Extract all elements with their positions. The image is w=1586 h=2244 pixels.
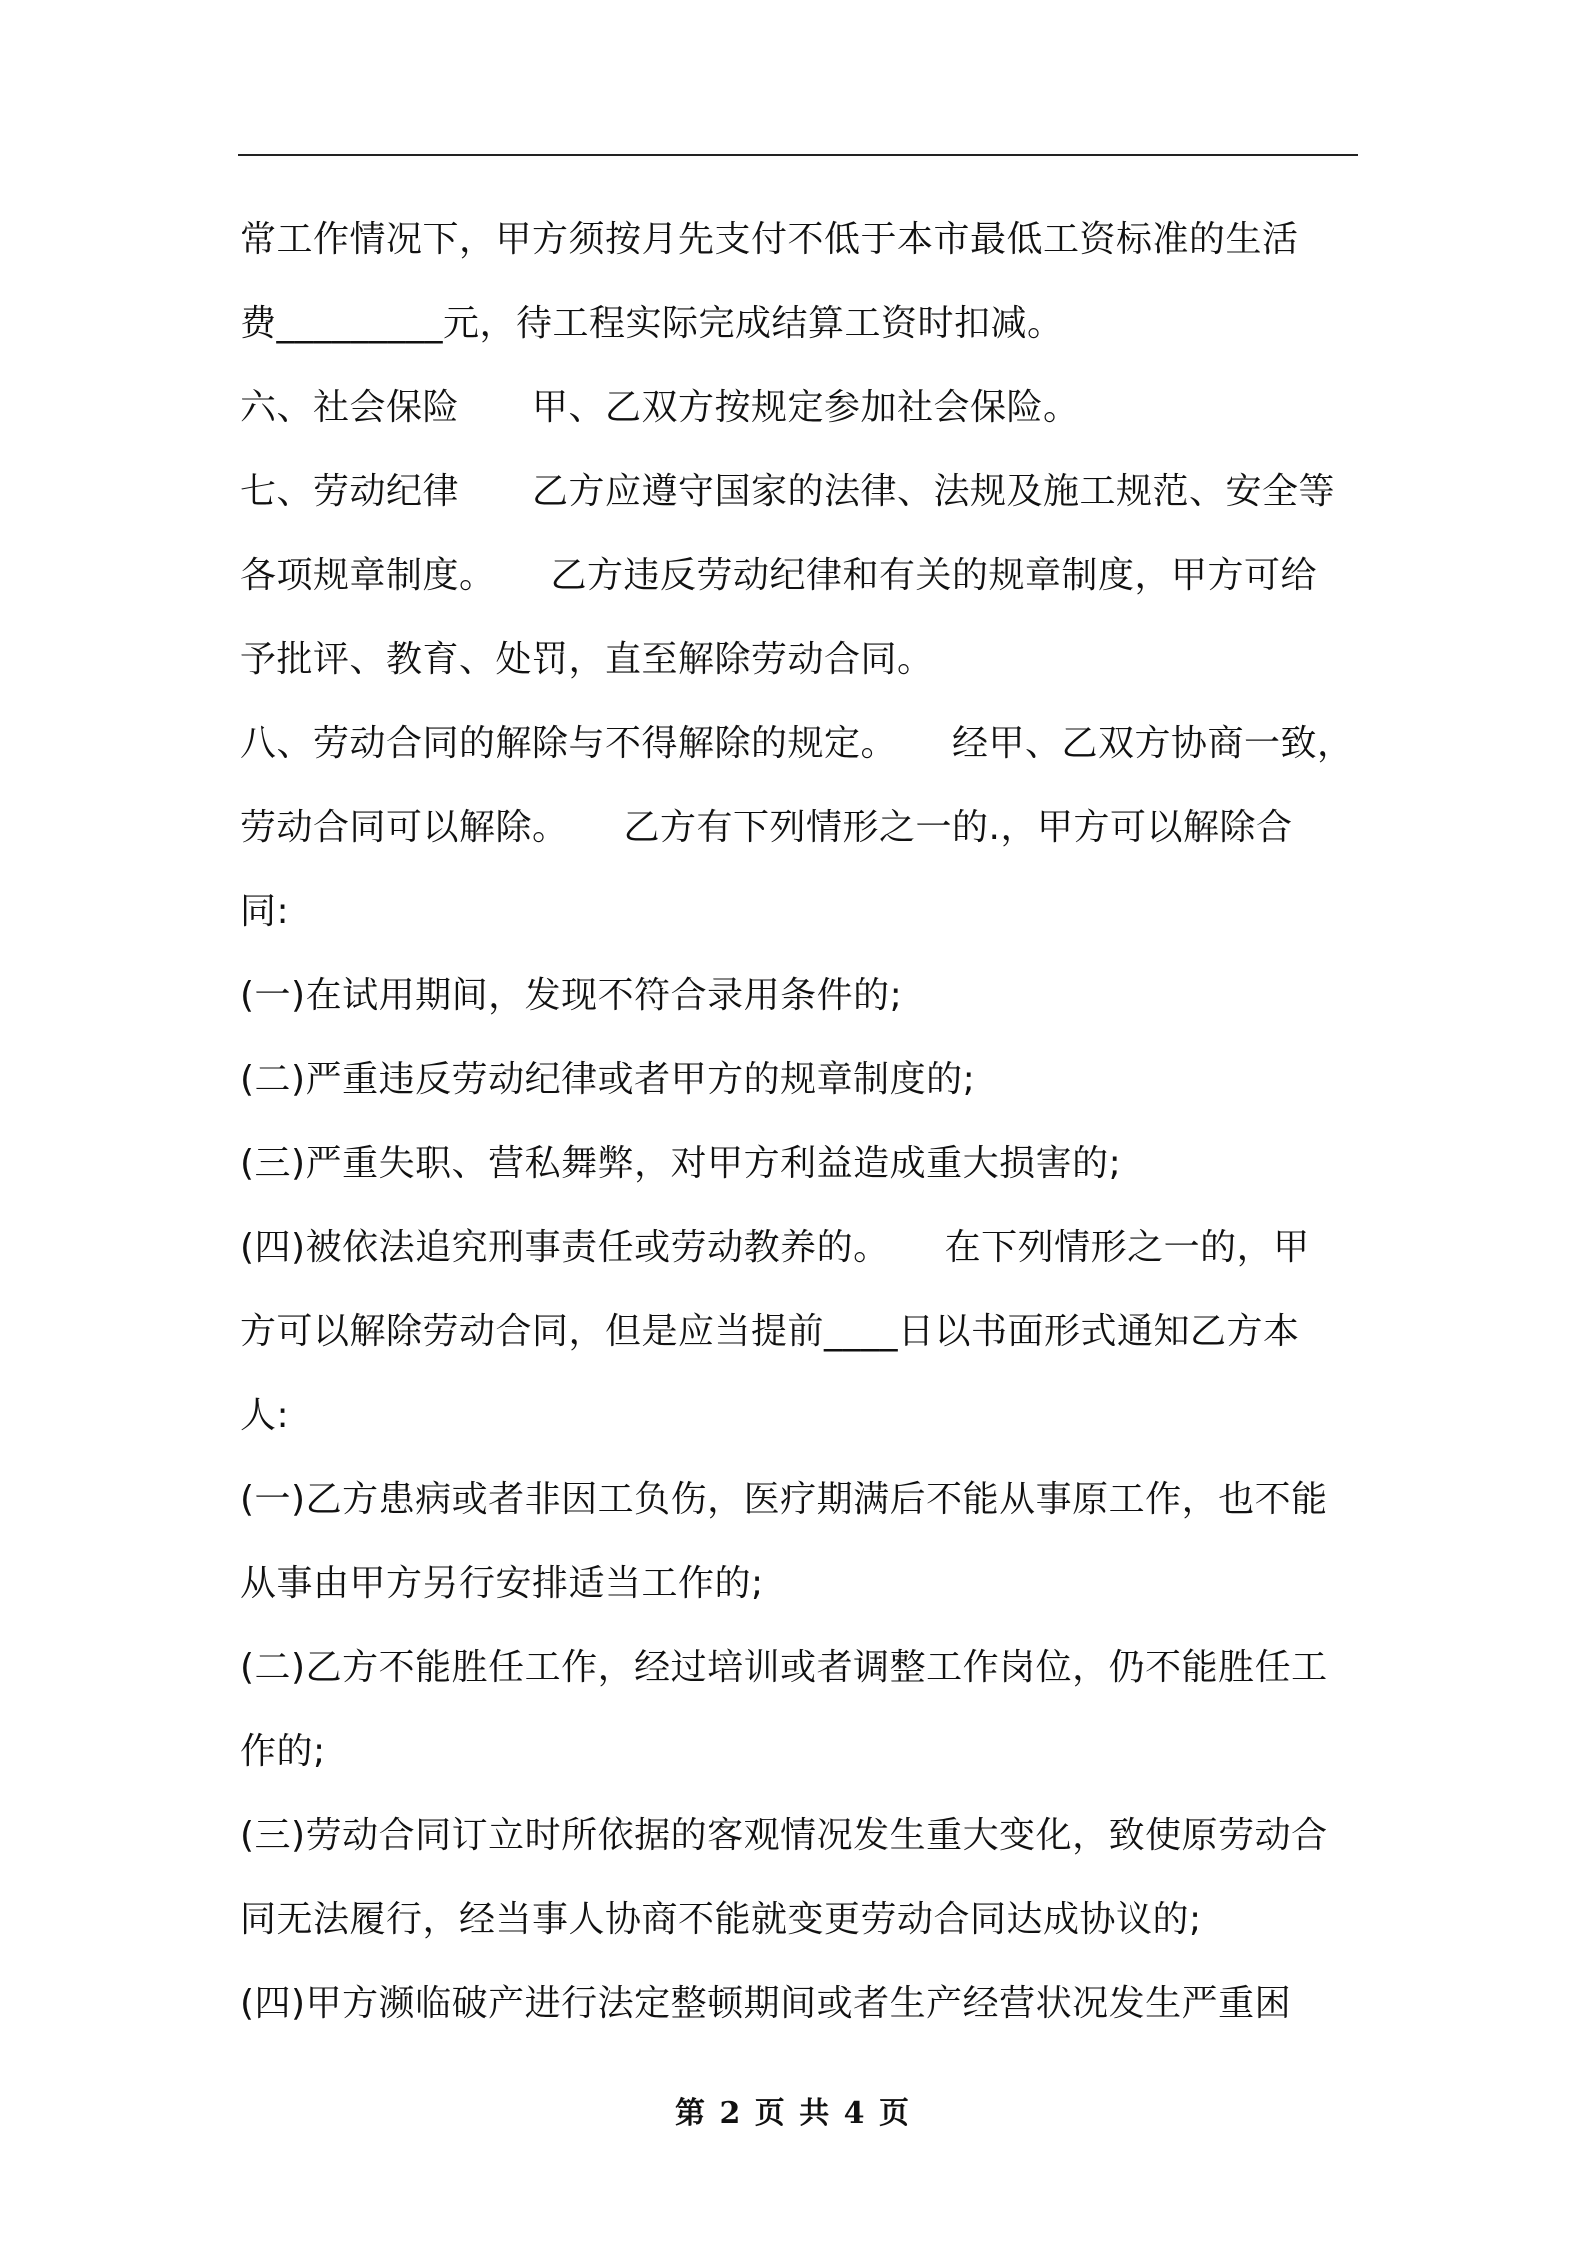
- page-number: 第 2 页 共 4 页: [675, 2096, 911, 2131]
- text-line: 方可以解除劳动合同，但是应当提前____日以书面形式通知乙方本: [240, 1311, 1300, 1352]
- text-line: 费_________元，待工程实际完成结算工资时扣减。: [240, 303, 1064, 344]
- text-line: 各项规章制度。 乙方违反劳动纪律和有关的规章制度，甲方可给: [240, 555, 1318, 596]
- text-line: (一)在试用期间，发现不符合录用条件的;: [240, 975, 903, 1016]
- text-line: 劳动合同可以解除。 乙方有下列情形之一的.，甲方可以解除合: [240, 807, 1293, 848]
- text-line: (一)乙方患病或者非因工负伤，医疗期满后不能从事原工作，也不能: [240, 1479, 1328, 1520]
- text-line: (三)严重失职、营私舞弊，对甲方利益造成重大损害的;: [240, 1143, 1122, 1184]
- text-line: 七、劳动纪律 乙方应遵守国家的法律、法规及施工规范、安全等: [240, 471, 1336, 512]
- text-line: 同无法履行，经当事人协商不能就变更劳动合同达成协议的;: [240, 1899, 1202, 1940]
- text-line: (四)甲方濒临破产进行法定整顿期间或者生产经营状况发生严重困: [240, 1983, 1292, 2024]
- text-line: 作的;: [240, 1731, 326, 1772]
- text-line: 人:: [240, 1395, 290, 1436]
- text-line: 从事由甲方另行安排适当工作的;: [240, 1563, 764, 1604]
- text-line: 八、劳动合同的解除与不得解除的规定。 经甲、乙双方协商一致，: [240, 723, 1354, 764]
- text-line: (二)乙方不能胜任工作，经过培训或者调整工作岗位，仍不能胜任工: [240, 1647, 1328, 1688]
- text-line: (二)严重违反劳动纪律或者甲方的规章制度的;: [240, 1059, 976, 1100]
- text-line: 予批评、教育、处罚，直至解除劳动合同。: [240, 639, 934, 680]
- text-line: (四)被依法追究刑事责任或劳动教养的。 在下列情形之一的，甲: [240, 1227, 1310, 1268]
- text-line: 同:: [240, 891, 290, 932]
- header-rule: [238, 154, 1358, 156]
- contract-body: [240, 198, 1356, 2046]
- text-line: 六、社会保险 甲、乙双方按规定参加社会保险。: [240, 387, 1080, 428]
- text-line: (三)劳动合同订立时所依据的客观情况发生重大变化，致使原劳动合: [240, 1815, 1328, 1856]
- text-line: 常工作情况下，甲方须按月先支付不低于本市最低工资标准的生活: [240, 219, 1299, 260]
